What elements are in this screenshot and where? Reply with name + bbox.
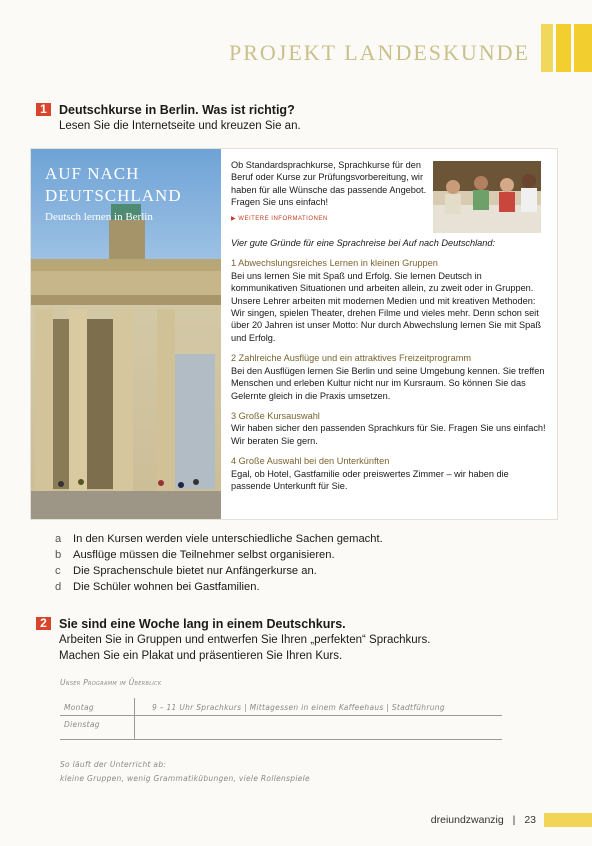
- option-d[interactable]: [55, 579, 383, 595]
- poster-note-1: So läuft der Unterricht ab:: [60, 760, 167, 769]
- option-letter: d: [55, 581, 62, 593]
- task-2-heading: [36, 616, 430, 664]
- photo-title: [45, 163, 182, 207]
- option-text: In den Kursen werden viele unterschiedliche Sachen gemacht.: [73, 533, 383, 545]
- reason-title: 3 Große Kursauswahl: [231, 410, 320, 421]
- reason-title: 1 Abwechslungsreiches Lernen in kleinen Gruppen: [231, 258, 438, 269]
- task-2-title: Sie sind eine Woche lang in einem Deutschkurs.: [59, 617, 346, 631]
- option-letter: c: [55, 565, 61, 577]
- website-article: [30, 148, 558, 520]
- page-number-word: dreiundzwanzig: [430, 814, 504, 826]
- header-color-bars: [541, 24, 592, 72]
- reason-text: Wir haben sicher den passenden Sprachkurs für Sie. Fragen Sie uns einfach! Wir beraten Sie gern.: [231, 423, 546, 446]
- option-text: Die Schüler wohnen bei Gastfamilien.: [73, 581, 260, 593]
- reason-title: 4 Große Auswahl bei den Unterkünften: [231, 456, 390, 467]
- option-text: Die Sprachenschule bietet nur Anfängerkurse an.: [73, 565, 317, 577]
- task-1-heading: [36, 102, 301, 134]
- intro-text: Ob Standardsprachkurse, Sprachkurse für den Beruf oder Kurse zur Prüfungsvorbereitung, wir haben für alle Wünsche das passende Angebot. Fragen Sie uns einfach!: [231, 160, 427, 208]
- footer-separator: |: [512, 814, 516, 826]
- footer-color-bar: [544, 813, 592, 827]
- photo-subtitle: Deutsch lernen in Berlin: [45, 211, 153, 223]
- monday-plan: 9 – 11 Uhr Sprachkurs | Mittagessen in einem Kaffeehaus | Stadtführung: [152, 703, 445, 712]
- photo-title-line-1: AUF NACH: [45, 164, 140, 183]
- article-text: [231, 159, 549, 492]
- task-number-badge: 1: [36, 103, 51, 116]
- option-c[interactable]: [55, 563, 383, 579]
- day-monday: Montag: [64, 703, 94, 712]
- reasons-heading: Vier gute Gründe für eine Sprachreise bei Auf nach Deutschland:: [231, 238, 496, 249]
- reason-title: 2 Zahlreiche Ausflüge und ein attraktives Freizeitprogramm: [231, 353, 472, 364]
- reason-item: [231, 455, 549, 492]
- option-letter: a: [55, 533, 62, 545]
- poster-schedule-table: [60, 698, 502, 740]
- reason-item: [231, 352, 549, 402]
- option-text: Ausflüge müssen die Teilnehmer selbst organisieren.: [73, 549, 335, 561]
- reason-text: Egal, ob Hotel, Gastfamilie oder preiswertes Zimmer – wir haben die passende Unterkunft für Sie.: [231, 468, 509, 491]
- reason-text: Bei uns lernen Sie mit Spaß und Erfolg. Sie lernen Deutsch in kommunikativen Situationen und arbeiten allein, zu zweit oder in Gruppen. Unsere Lehrer arbeiten mit modernen Medien und mit kreativen Methoden: Wir singen, spielen Theater, drehen Filme und vieles mehr. Denn schon seit über 20 Jahren ist unser Motto: Nur durch Abwechslung lernen Sie mit Spaß und Erfolg.: [231, 270, 541, 343]
- task-2-line-2: Machen Sie ein Plakat und präsentieren Sie Ihren Kurs.: [59, 650, 343, 662]
- reason-item: [231, 257, 549, 344]
- task-1-instruction: Lesen Sie die Internetseite und kreuzen Sie an.: [59, 120, 301, 132]
- more-info-link[interactable]: ▶ WEITERE INFORMATIONEN: [231, 215, 328, 222]
- day-tuesday: Dienstag: [64, 720, 100, 729]
- brandenburg-gate-photo: [31, 149, 221, 519]
- answer-options: [55, 531, 383, 595]
- reason-item: [231, 410, 549, 447]
- handwritten-poster-example: [52, 672, 552, 792]
- section-title: PROJEKT LANDESKUNDE: [229, 40, 530, 65]
- page-footer: [431, 814, 536, 826]
- poster-heading: Unser Programm im Überblick: [60, 678, 162, 687]
- option-a[interactable]: [55, 531, 383, 547]
- task-2-line-1: Arbeiten Sie in Gruppen und entwerfen Sie Ihren „perfekten“ Sprachkurs.: [59, 634, 431, 646]
- option-letter: b: [55, 549, 62, 561]
- photo-title-line-2: DEUTSCHLAND: [45, 186, 182, 205]
- reason-text: Bei den Ausflügen lernen Sie Berlin und seine Umgebung kennen. Sie treffen Menschen und erleben Kultur nicht nur im Kursraum. So können Sie das Gelernte gleich in die Praxis umsetzen.: [231, 365, 545, 401]
- page-number: 23: [524, 814, 536, 826]
- option-b[interactable]: [55, 547, 383, 563]
- task-1-title: Deutschkurse in Berlin. Was ist richtig?: [59, 103, 295, 117]
- poster-note-2: kleine Gruppen, wenig Grammatikübungen, viele Rollenspiele: [60, 774, 310, 783]
- task-number-badge: 2: [36, 617, 51, 630]
